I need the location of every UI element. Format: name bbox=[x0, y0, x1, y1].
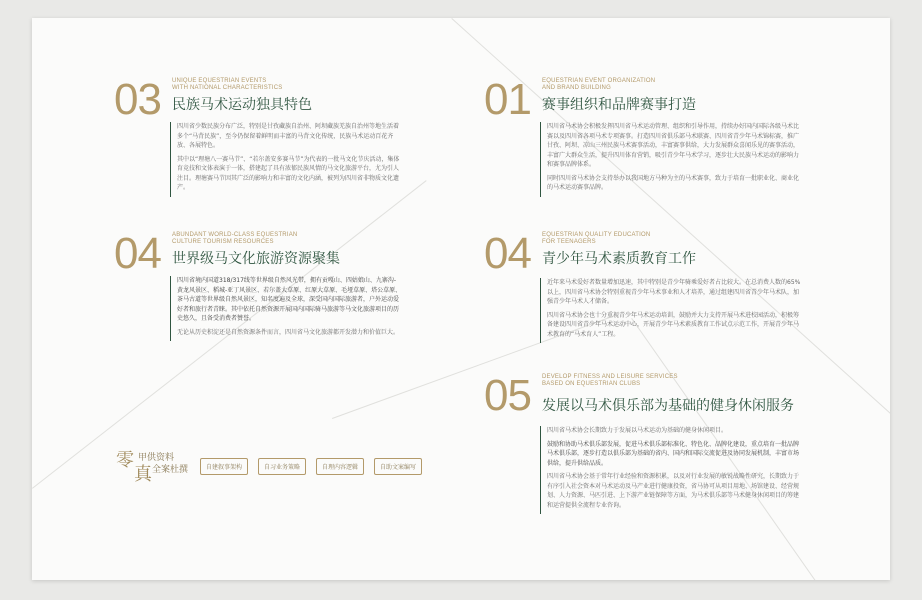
section-04-youth bbox=[484, 229, 804, 372]
section-english-title: ABUNDANT WORLD-CLASS EQUESTRIAN CULTURE TOURISM RESOURCES bbox=[172, 232, 298, 245]
brochure-page: 03 UNIQUE EQUESTRIAN EVENTS WITH NATIONAL CHARACTERISTICS 民族马术运动独具特色 四川省少数民族分布广泛，特别是甘孜藏族自治州、阿坝藏族羌族自治州等地生活着多个“马背民族”，至今仍保留着鲜明而丰富的马背文化传统，民族马术运动百花齐放、各展特色。 其中以“理塘八一赛马节”、“若尔盖安多赛马节”为代表的一批马文化节庆活动，集体育竞技和文体表演于一体，搭建起了具有浓郁民族风情的马文化旅游平台，尤为引人注目。理塘赛马节因其广泛的影响力和丰富的文化内涵，被列为四川省非物质文化遗产。 04 ABUNDANT WORLD-CLASS EQUESTRIAN CULTURE TOURISM RESOURCES 世界级马文化旅游资源聚集 四川省境内国道318/317线等世界级自然风光带，拥有贡嘎山、四姑娘山、九寨沟-黄龙风景区、稻城-亚丁风景区、若尔盖大草原、红原大草原、毛垭草原、塔公草原、茶马古道等世界级自然风景区，知名度遍及全球，深受国内国际旅游者，户外运动爱好者和旅行者青睐。其中依托自然资源开展国内国际骑马旅游等马文化旅游项目的历史悠久，且备受消费者赞誉。 无论从历史积淀还是自然资源条件而言，四川省马文化旅游都开发潜力和价值巨大。 01 EQUESTRIAN EVENT ORGANIZATION AND BRAND BUILDING 赛事组织和品牌赛事打造 四川省马术协会积极发挥四川省马术运动管理、组织和引导作用，持续办好国内国际各级马术比赛以及四川省各项马术专项赛事。打造四川省俱乐部马术联赛、四川省青少年马术锦标赛，推广甘孜、阿坝、凉山三州民族马术赛事活动，丰富赛事供给，大力发展群众喜闻乐见的赛事活动，丰富广大群众生活，提升四川体育营销，吸引青少年马术学习，逐步壮大民族马术运动的影响力和赛事品牌体系。 同时四川省马术协会支持举办以我国地方马种为主的马术赛事，致力于培育一批职业化、商业化的马术运动赛事品牌。 04 EQUESTRIAN QUALITY EDUCATION FOR TEENAGERS 青少年马术素质教育工作 近年来马术爱好者数量增加迅速，其中特别是青少年骑乘爱好者占比较大。在总消费人数的65%以上，四川省马术协会特别重视青少年马术事业和人才培养，通过组建四川省青少年马术队，加强青少年马术人才储备。 四川省马术协会也十分重视青少年马术运动培训，鼓励并大力支持开展马术进校园活动，积极筹备建设四川省青少年马术运动中心，开展青少年马术素质教育工作试点示范工作，开展青少年马术教育的“马术育人”工程。 05 DEVELOP FITNESS AND LEISURE SERVICES BASED ON EQUESTRIAN CLUBS 发展以马术俱乐部为基础的健身休闲服务 四川省马术协会长期致力于发展以马术运动为基础的健身休闲项目。 鼓励和协助马术俱乐部发展，促进马术俱乐部标准化、特色化、品牌化建设，重点培育一批品牌马术俱乐部，逐步打造以俱乐部为基础的省内、国内和国际交流促进及协同发展机制，丰富市场供给，提升供给品质。 四川省马术协会基于常年行业经验和资源积累，以及对行业发展的敏锐战略性研究，长期致力于有序引入社会资本对马术运动及马产业进行健康投资，省马协可从项目用地、场馆建设、经营规划、人力资源、马匹引进、上下游产业链保障等方面，为马术俱乐部等马术健身休闲项目的筹建和运营提供全流程专业咨询。 零 真 甲供资料 全案杜撰 自建叙事架构 自习业务策略 自理内容逻辑 自助文案编写 bbox=[32, 18, 890, 580]
section-body: 四川省马术协会积极发挥四川省马术运动管理、组织和引导作用，持续办好国内国际各级马术比赛以及四川省各项马术专项赛事。打造四川省俱乐部马术联赛、四川省青少年马术锦标赛，推广甘孜、阿坝、凉山三州民族马术赛事活动，丰富赛事供给，大力发展群众喜闻乐见的赛事活动，丰富广大群众生活，提升四川体育营销，吸引青少年马术学习，逐步壮大民族马术运动的影响力和赛事品牌体系。 同时四川省马术协会支持举办以我国地方马种为主的马术赛事，致力于培育一批职业化、商业化的马术运动赛事品牌。 bbox=[540, 122, 802, 197]
section-01 bbox=[484, 75, 804, 218]
section-03 bbox=[114, 75, 434, 218]
section-number: 05 bbox=[484, 371, 531, 420]
section-title: 民族马术运动独具特色 bbox=[172, 97, 312, 113]
section-number: 01 bbox=[484, 75, 531, 124]
section-body: 四川省马术协会长期致力于发展以马术运动为基础的健身休闲项目。 鼓励和协助马术俱乐部发展，促进马术俱乐部标准化、特色化、品牌化建设，重点培育一批品牌马术俱乐部，逐步打造以俱乐部为基础的省内、国内和国际交流促进及协同发展机制，丰富市场供给，提升供给品质。 四川省马术协会基于常年行业经验和资源积累，以及对行业发展的敏锐战略性研究，长期致力于有序引入社会资本对马术运动及马产业进行健康投资，省马协可从项目用地、场馆建设、经营规划、人力资源、马匹引进、上下游产业链保障等方面，为马术俱乐部等马术健身休闲项目的筹建和运营提供全流程专业咨询。 bbox=[540, 426, 802, 514]
tag-logic: 自理内容逻辑 bbox=[316, 458, 364, 475]
section-title: 赛事组织和品牌赛事打造 bbox=[542, 97, 696, 113]
section-body: 四川省少数民族分布广泛，特别是甘孜藏族自治州、阿坝藏族羌族自治州等地生活着多个“马背民族”，至今仍保留着鲜明而丰富的马背文化传统，民族马术运动百花齐放、各展特色。 其中以“理塘八一赛马节”、“若尔盖安多赛马节”为代表的一批马文化节庆活动，集体育竞技和文体表演于一体，搭建起了具有浓郁民族风情的马文化旅游平台，尤为引人注目。理塘赛马节因其广泛的影响力和丰富的文化内涵，被列为四川省非物质文化遗产。 bbox=[170, 122, 402, 197]
section-04-tourism bbox=[114, 229, 434, 392]
section-05 bbox=[484, 371, 824, 564]
service-tags bbox=[200, 458, 422, 475]
section-title: 世界级马文化旅游资源聚集 bbox=[172, 251, 340, 267]
section-number: 04 bbox=[484, 229, 531, 278]
tag-strategy: 自习业务策略 bbox=[258, 458, 306, 475]
section-body: 四川省境内国道318/317线等世界级自然风光带，拥有贡嘎山、四姑娘山、九寨沟-黄龙风景区、稻城-亚丁风景区、若尔盖大草原、红原大草原、毛垭草原、塔公草原、茶马古道等世界级自然风景区，知名度遍及全球，深受国内国际旅游者，户外运动爱好者和旅行者青睐。其中依托自然资源开展国内国际骑马旅游等马文化旅游项目的历史悠久，且备受消费者赞誉。 无论从历史积淀还是自然资源条件而言，四川省马文化旅游都开发潜力和价值巨大。 bbox=[170, 276, 402, 341]
section-number: 03 bbox=[114, 75, 161, 124]
tag-narrative: 自建叙事架构 bbox=[200, 458, 248, 475]
section-title: 青少年马术素质教育工作 bbox=[542, 251, 696, 267]
section-english-title: UNIQUE EQUESTRIAN EVENTS WITH NATIONAL CHARACTERISTICS bbox=[172, 78, 283, 91]
tag-copywriting: 自助文案编写 bbox=[374, 458, 422, 475]
section-english-title: EQUESTRIAN EVENT ORGANIZATION AND BRAND BUILDING bbox=[542, 78, 656, 91]
section-english-title: EQUESTRIAN QUALITY EDUCATION FOR TEENAGERS bbox=[542, 232, 651, 245]
section-english-title: DEVELOP FITNESS AND LEISURE SERVICES BASED ON EQUESTRIAN CLUBS bbox=[542, 374, 678, 387]
section-title: 发展以马术俱乐部为基础的健身休闲服务 bbox=[542, 398, 794, 414]
section-number: 04 bbox=[114, 229, 161, 278]
section-body: 近年来马术爱好者数量增加迅速，其中特别是青少年骑乘爱好者占比较大。在总消费人数的65%以上，四川省马术协会特别重视青少年马术事业和人才培养，通过组建四川省青少年马术队，加强青少年马术人才储备。 四川省马术协会也十分重视青少年马术运动培训，鼓励并大力支持开展马术进校园活动，积极筹备建设四川省青少年马术运动中心，开展青少年马术素质教育工作试点示范工作，开展青少年马术教育的“马术育人”工程。 bbox=[540, 278, 802, 343]
